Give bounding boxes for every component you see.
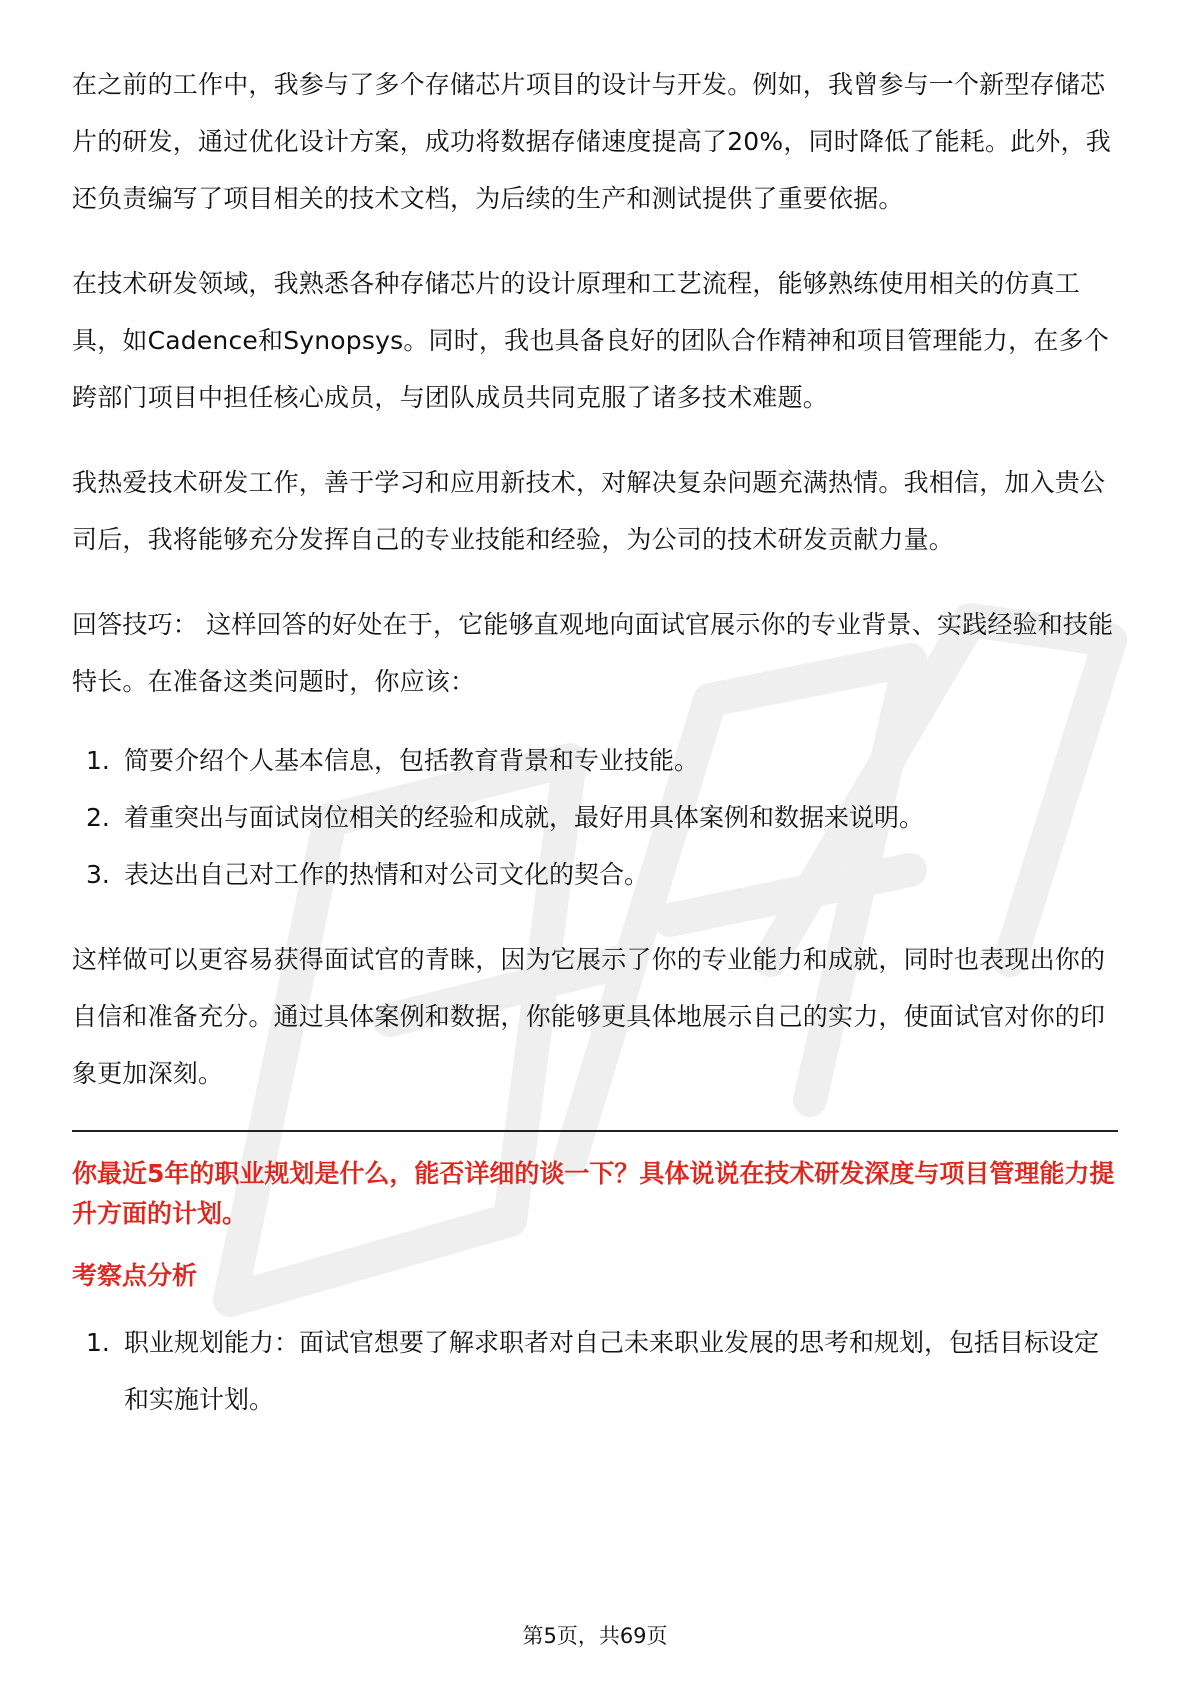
list-item <box>72 846 1118 903</box>
list-item-text: 简要介绍个人基本信息，包括教育背景和专业技能。 <box>124 746 700 775</box>
list-item-number: 2. <box>86 803 110 832</box>
list-item-text: 着重突出与面试岗位相关的经验和成就，最好用具体案例和数据来说明。 <box>124 803 925 832</box>
tips-list <box>72 732 1118 903</box>
paragraph-experience: 在之前的工作中，我参与了多个存储芯片项目的设计与开发。例如，我曾参与一个新型存储芯片的研发，通过优化设计方案，成功将数据存储速度提高了20%，同时降低了能耗。此外，我还负责编写了项目相关的技术文档，为后续的生产和测试提供了重要依据。 <box>72 70 1111 213</box>
page-footer: 第5页，共69页 <box>522 1624 668 1648</box>
list-item <box>72 1314 1118 1428</box>
list-item-text: 职业规划能力：面试官想要了解求职者对自己未来职业发展的思考和规划，包括目标设定和实施计划。 <box>124 1328 1100 1414</box>
paragraph-answer-tips: 回答技巧： 这样回答的好处在于，它能够直观地向面试官展示你的专业背景、实践经验和技能特长。在准备这类问题时，你应该： <box>72 610 1114 696</box>
analysis-heading: 考察点分析 <box>72 1261 198 1290</box>
list-item-number: 1. <box>86 1328 110 1357</box>
list-item <box>72 732 1118 789</box>
list-item-text: 表达出自己对工作的热情和对公司文化的契合。 <box>124 860 650 889</box>
content-area <box>72 56 1118 1456</box>
interview-question: 你最近5年的职业规划是什么，能否详细的谈一下？具体说说在技术研发深度与项目管理能力提升方面的计划。 <box>72 1159 1115 1228</box>
paragraph-passion: 我热爱技术研发工作，善于学习和应用新技术，对解决复杂问题充满热情。我相信，加入贵公司后，我将能够充分发挥自己的专业技能和经验，为公司的技术研发贡献力量。 <box>72 468 1106 554</box>
list-item-number: 3. <box>86 860 110 889</box>
analysis-list <box>72 1314 1118 1428</box>
list-item-number: 1. <box>86 746 110 775</box>
section-divider <box>72 1130 1118 1132</box>
paragraph-closing: 这样做可以更容易获得面试官的青睐，因为它展示了你的专业能力和成就，同时也表现出你的自信和准备充分。通过具体案例和数据，你能够更具体地展示自己的实力，使面试官对你的印象更加深刻。 <box>72 945 1106 1088</box>
paragraph-skills: 在技术研发领域，我熟悉各种存储芯片的设计原理和工艺流程，能够熟练使用相关的仿真工具，如Cadence和Synopsys。同时，我也具备良好的团队合作精神和项目管理能力，在多个跨部门项目中担任核心成员，与团队成员共同克服了诸多技术难题。 <box>72 269 1109 412</box>
list-item <box>72 789 1118 846</box>
